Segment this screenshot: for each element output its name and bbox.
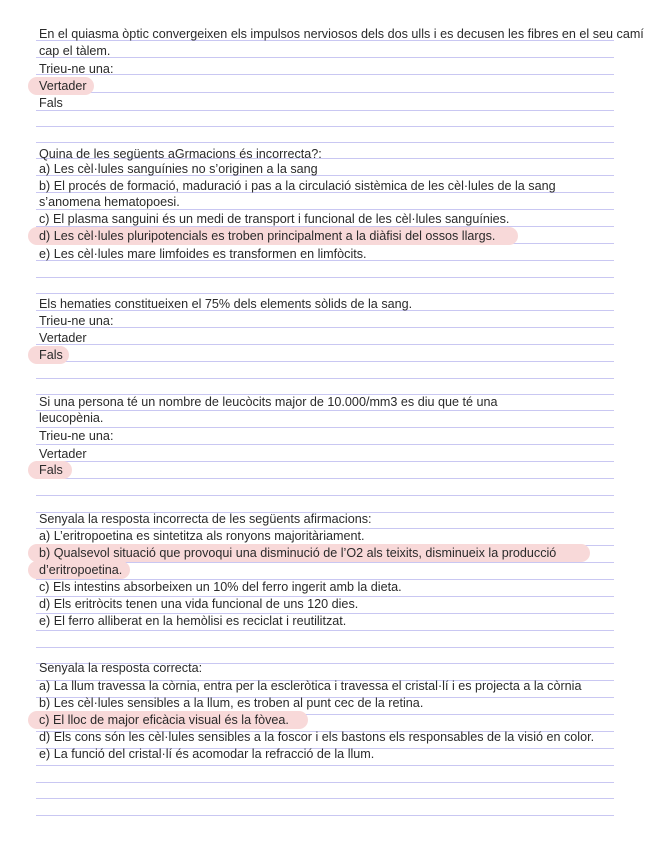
question-text-line: Vertader — [39, 331, 87, 345]
rule-line — [36, 798, 614, 799]
rule-line — [36, 142, 614, 143]
rule-line — [36, 293, 614, 294]
rule-line — [36, 110, 614, 111]
question-text-line: s’anomena hematopoesi. — [39, 195, 180, 209]
rule-line — [36, 344, 614, 345]
question-text-line: c) Els intestins absorbeixen un 10% del ferro ingerit amb la dieta. — [39, 580, 402, 594]
question-text-line: c) El plasma sanguini és un medi de transport i funcional de les cèl·lules sanguínies. — [39, 212, 510, 226]
question-text-line: e) Les cèl·lules mare limfoides es transformen en limfòcits. — [39, 247, 367, 261]
question-text-line: b) Les cèl·lules sensibles a la llum, es troben al punt cec de la retina. — [39, 696, 424, 710]
rule-line — [36, 57, 614, 58]
question-text-line: Vertader — [39, 447, 87, 461]
question-text-line: Trieu-ne una: — [39, 62, 114, 76]
question-text-line: b) El procés de formació, maduració i pas a la circulació sistèmica de les cèl·lules de la sang — [39, 179, 556, 193]
rule-line — [36, 74, 614, 75]
question-text-line: a) La llum travessa la còrnia, entra per la escleròtica i travessa el cristal·lí i es projecta a la còrnia — [39, 679, 582, 693]
question-text-line: Senyala la resposta correcta: — [39, 661, 203, 675]
question-text-line: b) Qualsevol situació que provoqui una disminució de l’O2 als teixits, disminueix la producció — [39, 546, 557, 560]
question-text-line: Senyala la resposta incorrecta de les següents afirmacions: — [39, 512, 372, 526]
rule-line — [36, 327, 614, 328]
rule-line — [36, 495, 614, 496]
rule-line — [36, 478, 614, 479]
question-text-line: c) El lloc de major eficàcia visual és la fòvea. — [39, 713, 289, 727]
rule-line — [36, 378, 614, 379]
question-text-line: leucopènia. — [39, 411, 104, 425]
question-text-line: cap el tàlem. — [39, 44, 111, 58]
rule-line — [36, 765, 614, 766]
question-text-line: a) L’eritropoetina es sintetitza als ronyons majoritàriament. — [39, 529, 365, 543]
rule-line — [36, 126, 614, 127]
question-text-line: Si una persona té un nombre de leucòcits major de 10.000/mm3 es diu que té una — [39, 395, 498, 409]
question-text-line: Quina de les següents aGrmacions és incorrecta?: — [39, 147, 322, 161]
question-text-line: a) Les cèl·lules sanguínies no s’originen a la sang — [39, 162, 318, 176]
question-text-line: e) El ferro alliberat en la hemòlisi es reciclat i reutilitzat. — [39, 614, 347, 628]
rule-line — [36, 444, 614, 445]
question-text-line: Trieu-ne una: — [39, 314, 114, 328]
rule-line — [36, 361, 614, 362]
question-text-line: Trieu-ne una: — [39, 429, 114, 443]
question-text-line: d’eritropoetina. — [39, 563, 123, 577]
rule-line — [36, 782, 614, 783]
rule-line — [36, 410, 614, 411]
rule-line — [36, 427, 614, 428]
question-text-line: d) Els eritròcits tenen una vida funcional de uns 120 dies. — [39, 597, 359, 611]
rule-line — [36, 630, 614, 631]
question-text-line: e) La funció del cristal·lí és acomodar la refracció de la llum. — [39, 747, 375, 761]
question-text-line: Els hematies constitueixen el 75% dels elements sòlids de la sang. — [39, 297, 413, 311]
rule-line — [36, 92, 614, 93]
rule-line — [36, 815, 614, 816]
rule-line — [36, 461, 614, 462]
question-text-line: En el quiasma òptic convergeixen els impulsos nerviosos dels dos ulls i es decusen les fibres en el seu camí — [39, 27, 644, 41]
question-text-line: d) Les cèl·lules pluripotencials es troben principalment a la diàfisi del ossos llargs. — [39, 229, 496, 243]
rule-line — [36, 647, 614, 648]
question-text-line: d) Els cons són les cèl·lules sensibles a la foscor i els bastons els responsables de la visió en color. — [39, 730, 595, 744]
rule-line — [36, 277, 614, 278]
question-text-line: Fals — [39, 96, 63, 110]
question-text-line: Fals — [39, 463, 63, 477]
question-text-line: Fals — [39, 348, 63, 362]
question-text-line: Vertader — [39, 79, 87, 93]
